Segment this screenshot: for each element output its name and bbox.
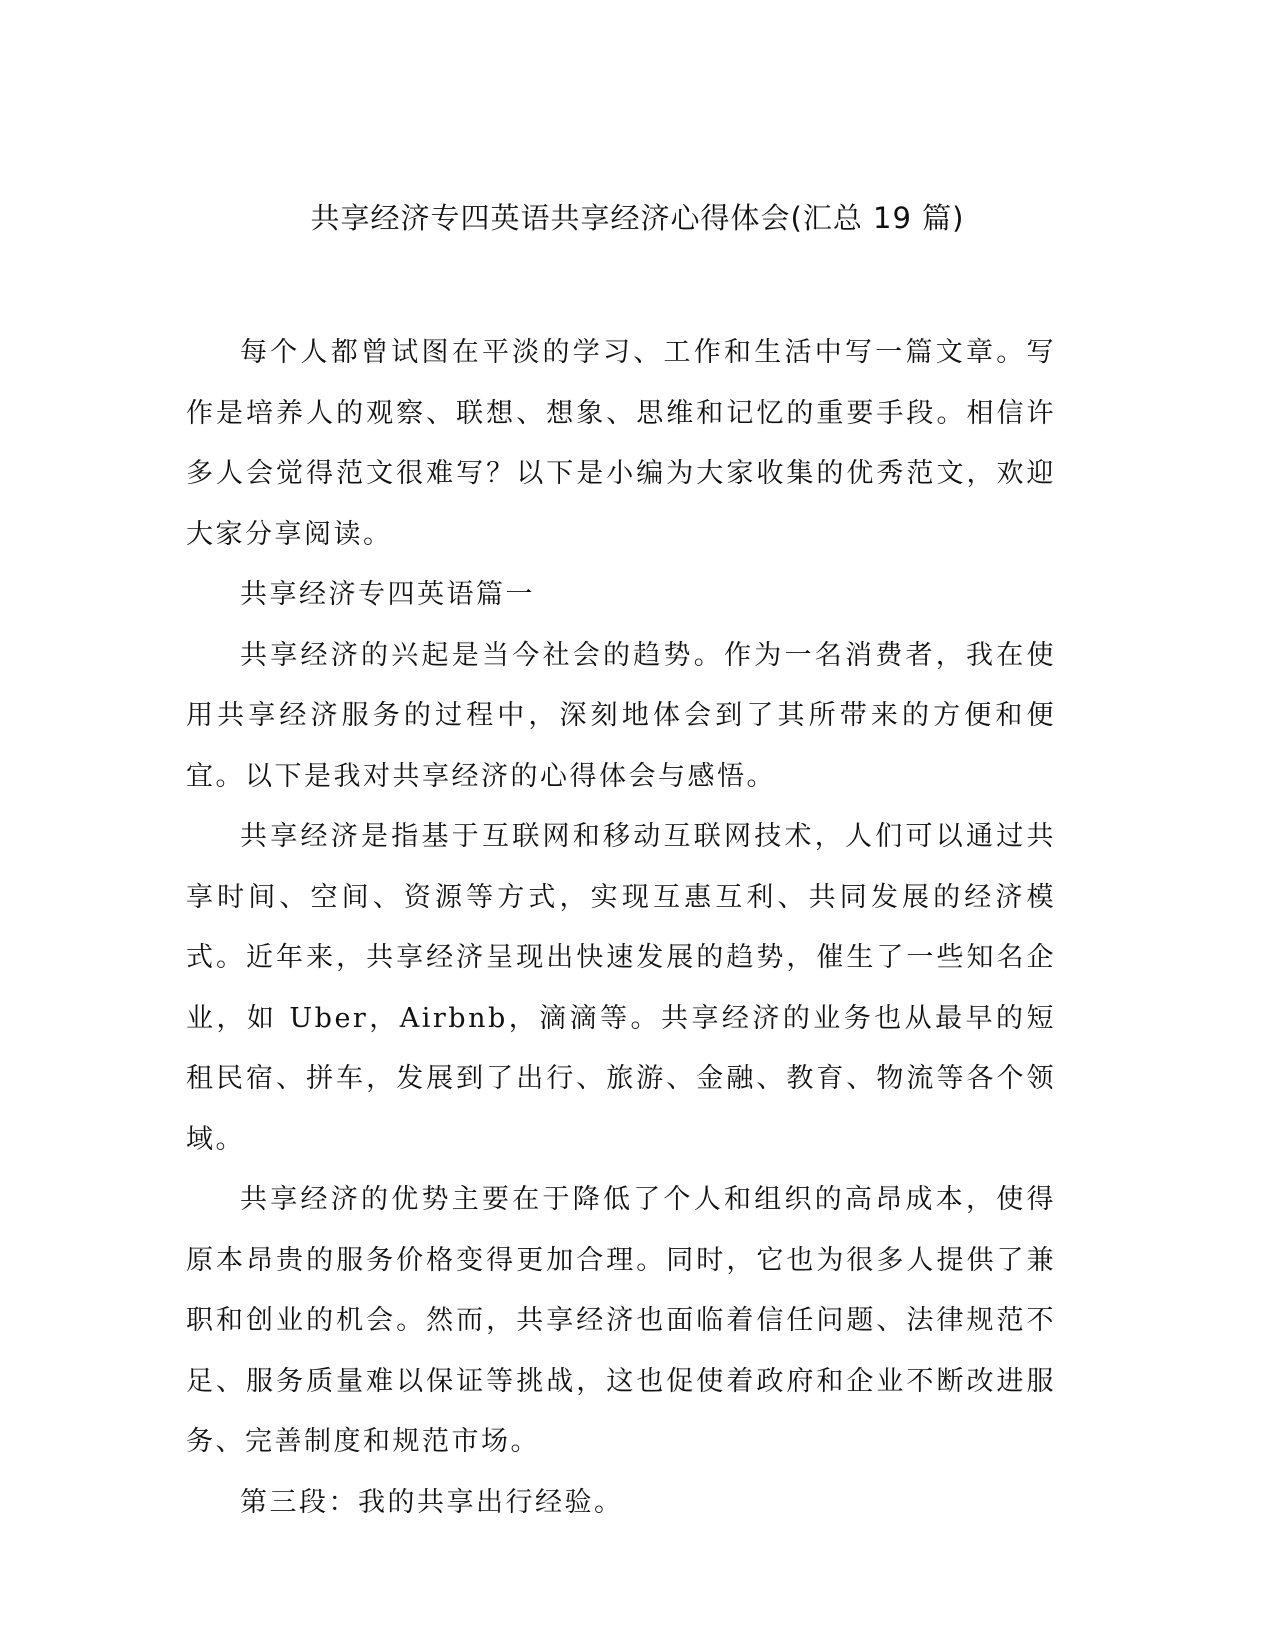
intro-paragraph: 每个人都曾试图在平淡的学习、工作和生活中写一篇文章。写作是培养人的观察、联想、想象、思维和记忆的重要手段。相信许多人会觉得范文很难写？以下是小编为大家收集的优秀范文，欢迎大家分享阅读。 bbox=[186, 337, 1056, 550]
document-body bbox=[186, 323, 1056, 1533]
document-title: 共享经济专四英语共享经济心得体会(汇总 19 篇) bbox=[310, 201, 965, 235]
section-subheading: 第三段：我的共享出行经验。 bbox=[240, 1486, 624, 1518]
section-heading: 共享经济专四英语篇一 bbox=[240, 579, 535, 610]
body-paragraph: 共享经济的优势主要在于降低了个人和组织的高昂成本，使得原本昂贵的服务价格变得更加合理。同时，它也为很多人提供了兼职和创业的机会。然而，共享经济也面临着信任问题、法律规范不足、服务质量难以保证等挑战，这也促使着政府和企业不断改进服务、完善制度和规范市场。 bbox=[186, 1184, 1056, 1457]
body-paragraph: 共享经济的兴起是当今社会的趋势。作为一名消费者，我在使用共享经济服务的过程中，深刻地体会到了其所带来的方便和便宜。以下是我对共享经济的心得体会与感悟。 bbox=[186, 639, 1056, 792]
body-paragraph: 共享经济是指基于互联网和移动互联网技术，人们可以通过共享时间、空间、资源等方式，实现互惠互利、共同发展的经济模式。近年来，共享经济呈现出快速发展的趋势，催生了一些知名企业，如 Uber，Airbnb，滴滴等。共享经济的业务也从最早的短租民宿、拼车，发展到了出行、旅游、金融、教育、物流等各个领域。 bbox=[186, 821, 1056, 1155]
